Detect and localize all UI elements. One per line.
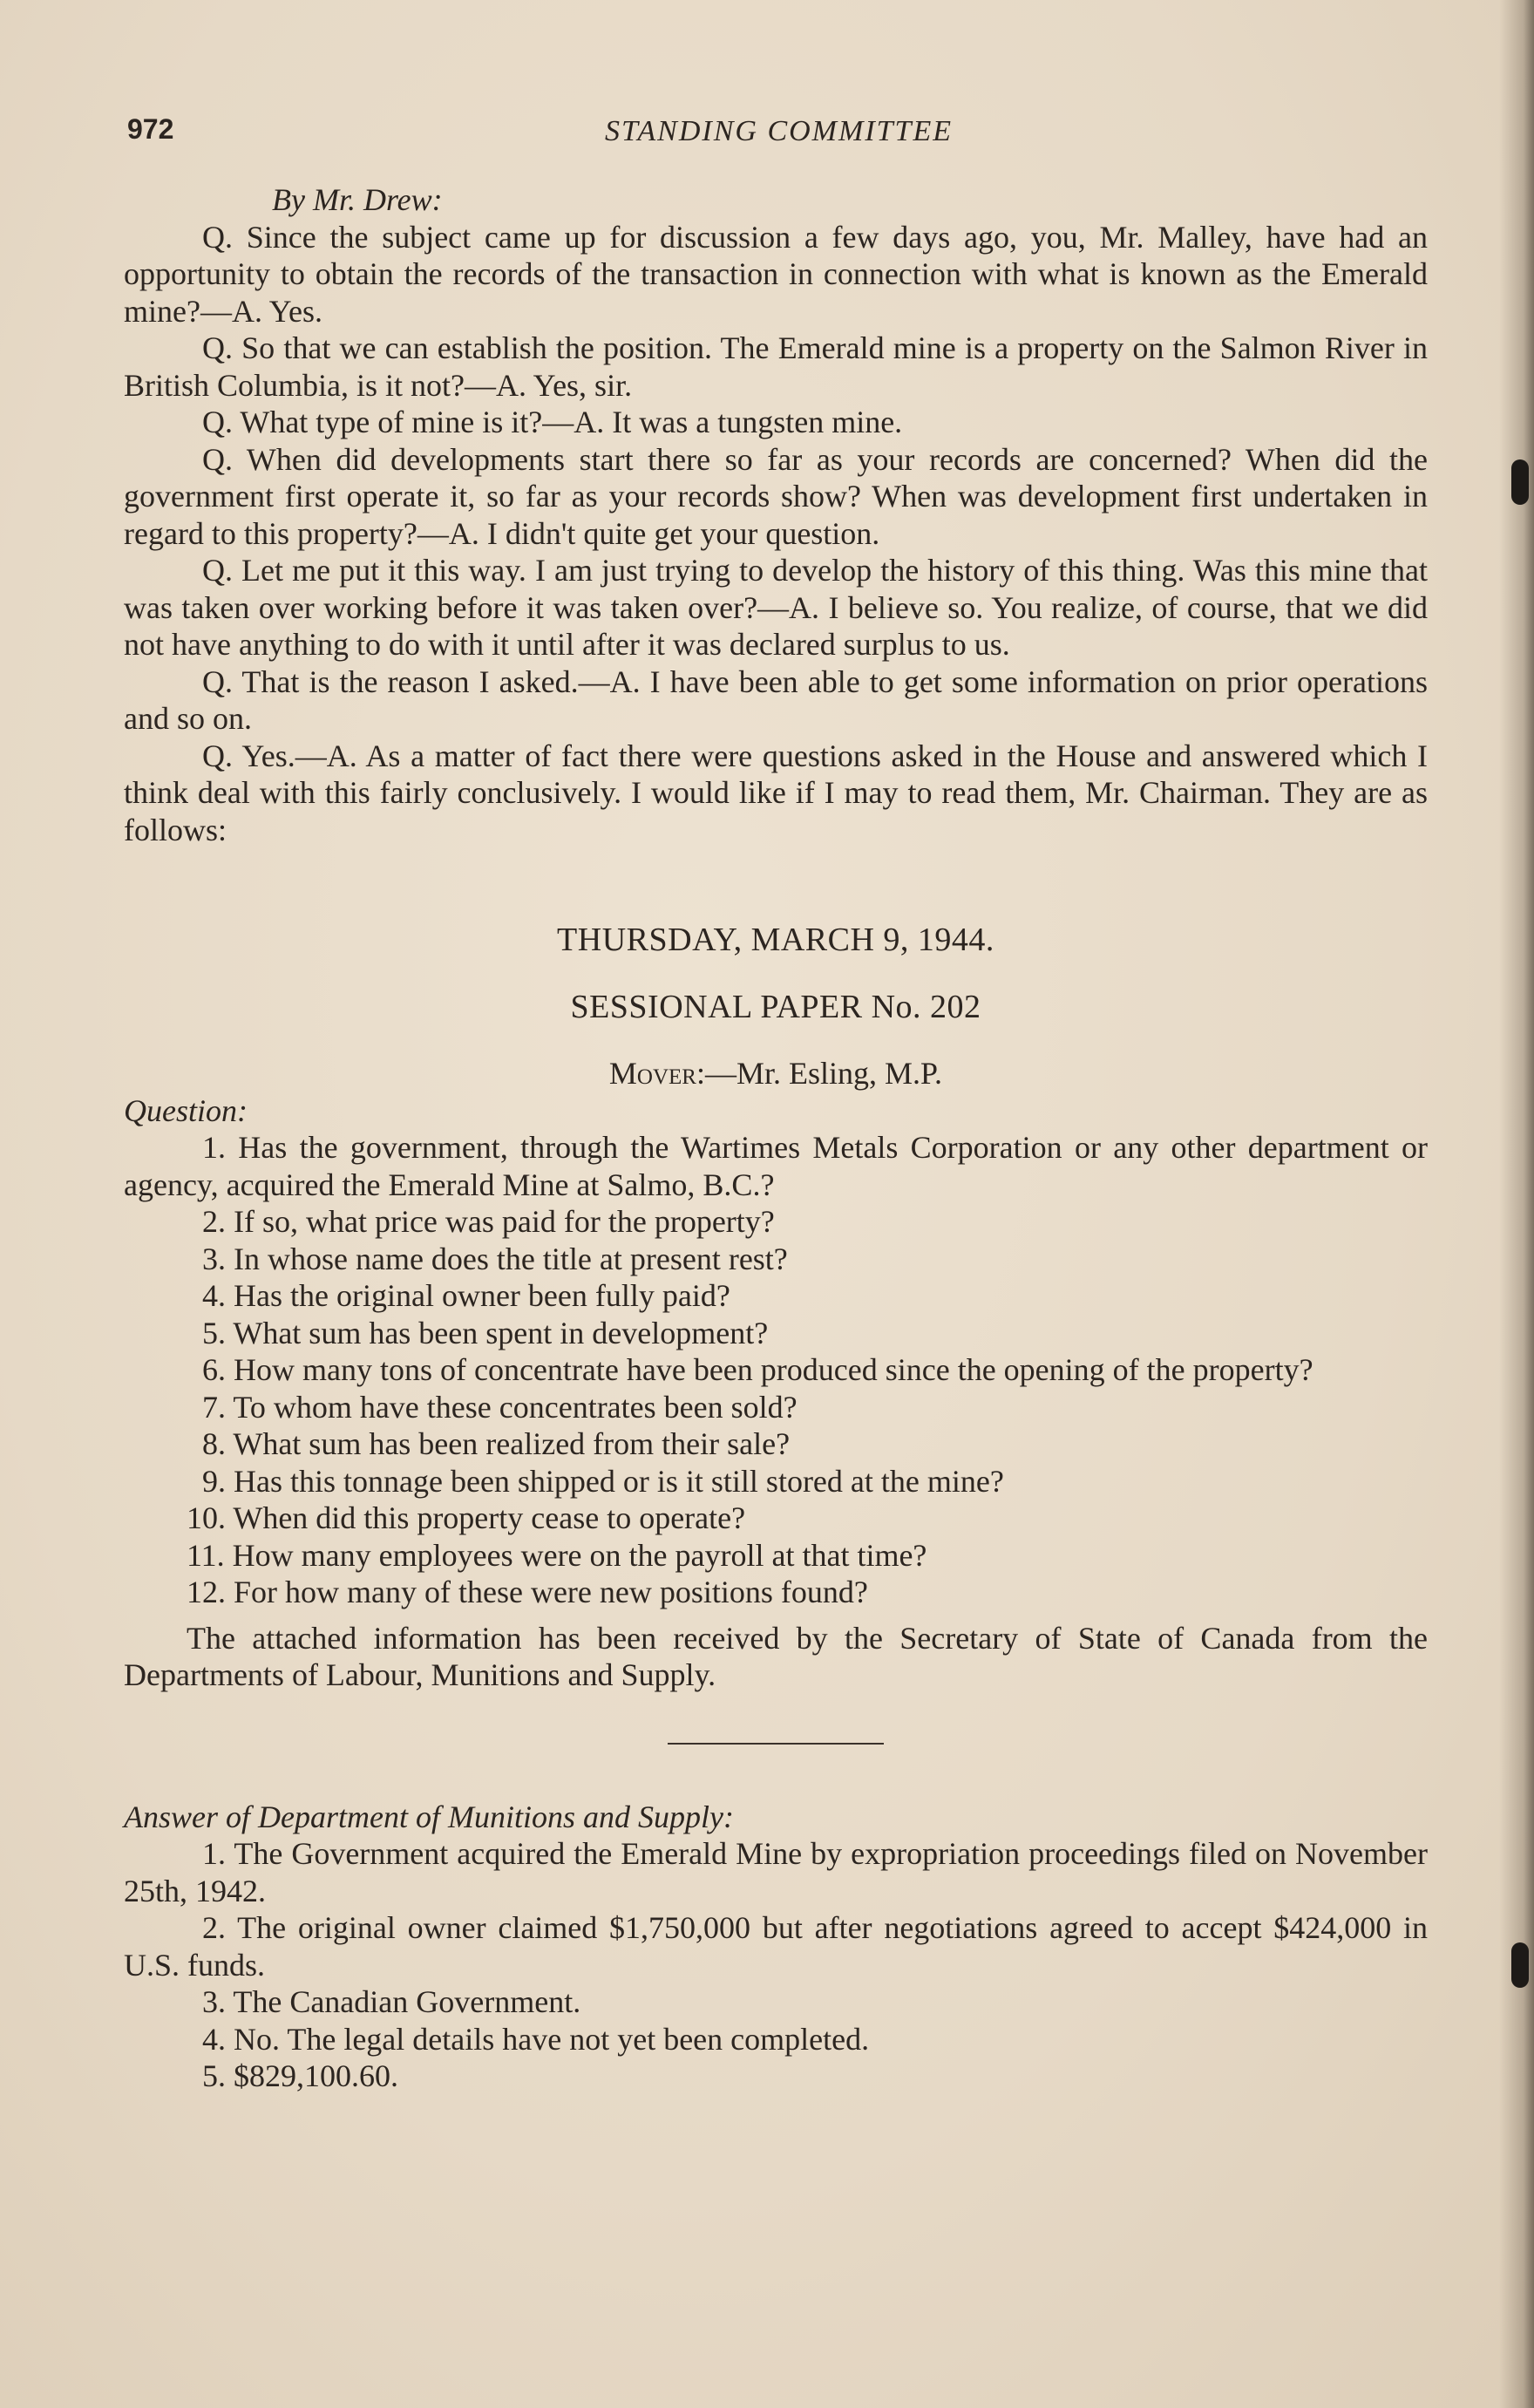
dialogue-paragraph: Q. What type of mine is it?—A. It was a tungsten mine. xyxy=(202,405,903,439)
question-item: 11. How many employees were on the payroll at that time? xyxy=(187,1537,927,1573)
binding-hole-mark xyxy=(1511,459,1529,505)
byline: By Mr. Drew: xyxy=(272,182,443,217)
mover-label: Mover xyxy=(608,1056,696,1091)
question-item: 10. When did this property cease to operate? xyxy=(187,1500,746,1535)
page-number: 972 xyxy=(127,113,174,145)
question-item: 2. If so, what price was paid for the property? xyxy=(202,1204,775,1239)
dialogue-paragraph: Q. When did developments start there so far as your records are concerned? When did the government first operate it, so far as your records show? When was development first undertaken in regard to this property?—A. I didn't quite get your question. xyxy=(124,441,1428,551)
question-item: 6. How many tons of concentrate have been produced since the opening of the property? xyxy=(202,1352,1313,1387)
question-list xyxy=(124,1129,1428,1611)
question-item: 9. Has this tonnage been shipped or is it still stored at the mine? xyxy=(202,1463,1004,1499)
answer-item: 1. The Government acquired the Emerald Mine by expropriation proceedings filed on November 25th, 1942. xyxy=(124,1836,1428,1908)
dialogue-paragraph: Q. Yes.—A. As a matter of fact there were questions asked in the House and answered which I think deal with this fairly conclusively. I would like if I may to read them, Mr. Chairman. They are as follows: xyxy=(124,738,1428,847)
question-item: 3. In whose name does the title at present rest? xyxy=(202,1241,788,1276)
running-head: STANDING COMMITTEE xyxy=(605,115,953,147)
question-item: 4. Has the original owner been fully paid? xyxy=(202,1278,730,1313)
document-body xyxy=(124,181,1428,2095)
answer-item: 3. The Canadian Government. xyxy=(202,1984,581,2019)
question-item: 12. For how many of these were new positions found? xyxy=(187,1575,868,1609)
dialogue-paragraph: Q. So that we can establish the position. The Emerald mine is a property on the Salmon River in British Columbia, is it not?—A. Yes, sir. xyxy=(124,330,1428,403)
dialogue-paragraph: Q. That is the reason I asked.—A. I have been able to get some information on prior operations and so on. xyxy=(124,663,1428,736)
mover-line xyxy=(124,1055,1428,1092)
question-item: 1. Has the government, through the Wartimes Metals Corporation or any other department or agency, acquired the Emerald Mine at Salmo, B.C.? xyxy=(124,1130,1428,1202)
paper-date: THURSDAY, MARCH 9, 1944. xyxy=(557,922,994,958)
mover-text: :—Mr. Esling, M.P. xyxy=(696,1056,943,1091)
question-label: Question: xyxy=(124,1092,248,1128)
question-item: 7. To whom have these concentrates been sold? xyxy=(202,1389,798,1425)
page-header xyxy=(127,113,1430,157)
attached-note: The attached information has been received by the Secretary of State of Canada from the Departments of Labour, Munitions and Supply. xyxy=(124,1620,1428,1692)
question-item: 5. What sum has been spent in development? xyxy=(202,1315,769,1350)
answer-item: 4. No. The legal details have not yet been completed. xyxy=(202,2021,870,2057)
answer-item: 2. The original owner claimed $1,750,000 but after negotiations agreed to accept $424,000 in U.S. funds. xyxy=(124,1910,1428,1983)
dialogue-section xyxy=(124,219,1428,849)
answer-label: Answer of Department of Munitions and Supply: xyxy=(124,1799,734,1834)
dialogue-paragraph: Q. Since the subject came up for discussion a few days ago, you, Mr. Malley, have had an opportunity to obtain the records of the transaction in connection with what is known as the Emerald mine?—A. Yes. xyxy=(124,219,1428,329)
paper-title: SESSIONAL PAPER No. 202 xyxy=(570,988,981,1025)
binding-hole-mark xyxy=(1511,1942,1529,1988)
question-item: 8. What sum has been realized from their sale? xyxy=(202,1426,791,1461)
page-edge-shadow xyxy=(1499,0,1534,2408)
section-divider xyxy=(668,1743,884,1745)
dialogue-paragraph: Q. Let me put it this way. I am just trying to develop the history of this thing. Was this mine that was taken over working before it was taken over?—A. I believe so. You realize, of course, that we did not have anything to do with it until after it was declared surplus to us. xyxy=(124,553,1428,662)
answer-item: 5. $829,100.60. xyxy=(202,2058,398,2093)
answer-list xyxy=(124,1835,1428,2095)
